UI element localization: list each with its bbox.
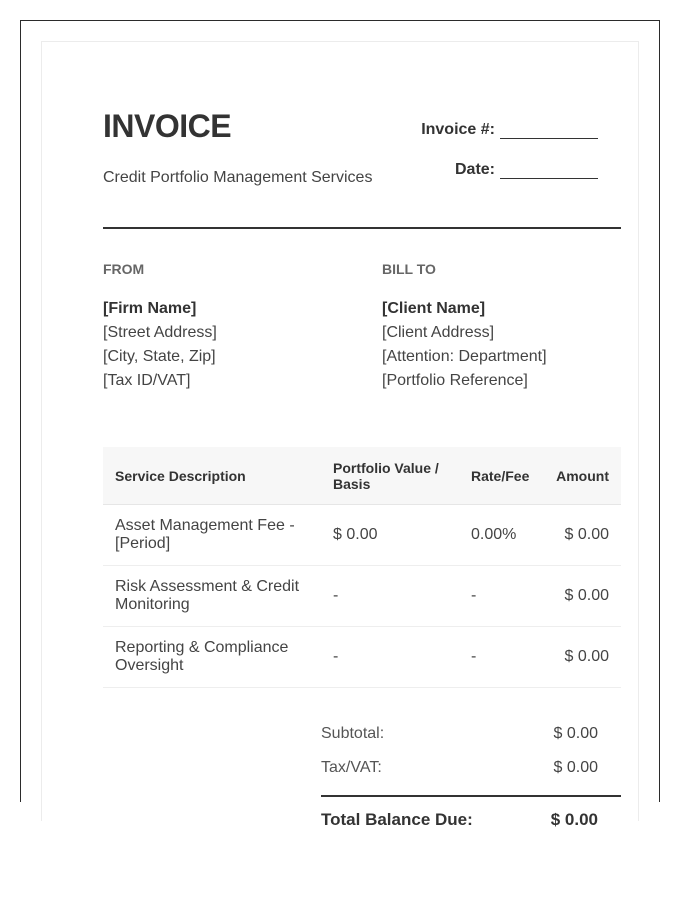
client-portfolio-ref: [Portfolio Reference]: [382, 372, 528, 389]
column-header-portfolio-value: Portfolio Value / Basis: [321, 447, 459, 505]
date-field: [455, 161, 598, 179]
subtotal-label: Subtotal:: [321, 725, 385, 742]
invoice-title: INVOICE: [103, 108, 232, 144]
column-header-amount: Amount: [543, 447, 621, 505]
firm-city: [City, State, Zip]: [103, 348, 216, 365]
cell-description: Risk Assessment & Credit Monitoring: [103, 566, 321, 627]
totals-divider: [321, 795, 621, 797]
cell-portfolio-value: -: [321, 627, 459, 688]
invoice-number-blank: [500, 124, 598, 139]
table-header-row: [103, 447, 621, 505]
cell-amount: $ 0.00: [543, 627, 621, 688]
firm-tax-id: [Tax ID/VAT]: [103, 372, 191, 389]
from-address-block: [103, 297, 217, 393]
date-label: Date:: [454, 161, 495, 178]
invoice-subtitle: Credit Portfolio Management Services: [103, 169, 373, 186]
cell-portfolio-value: $ 0.00: [321, 505, 459, 566]
tax-label: Tax/VAT:: [321, 759, 382, 776]
cell-description: Reporting & Compliance Oversight: [103, 627, 321, 688]
invoice-sheet: [41, 41, 639, 829]
cell-portfolio-value: -: [321, 566, 459, 627]
date-blank: [500, 164, 598, 179]
cell-rate-fee: -: [459, 627, 543, 688]
subtotal-value: $ 0.00: [553, 725, 598, 742]
cell-rate-fee: 0.00%: [459, 505, 543, 566]
client-address: [Client Address]: [382, 324, 495, 341]
total-due-value: $ 0.00: [550, 810, 598, 829]
firm-street: [Street Address]: [103, 324, 217, 341]
table-row: [103, 505, 621, 566]
client-name: [Client Name]: [382, 300, 486, 317]
table-row: [103, 627, 621, 688]
column-header-rate-fee: Rate/Fee: [459, 447, 543, 505]
total-due-label: Total Balance Due:: [321, 810, 473, 829]
services-table: [103, 447, 621, 688]
from-label: FROM: [103, 261, 145, 277]
table-row: [103, 566, 621, 627]
cell-description: Asset Management Fee - [Period]: [103, 505, 321, 566]
client-attention: [Attention: Department]: [382, 348, 547, 365]
tax-value: $ 0.00: [553, 759, 598, 776]
column-header-description: Service Description: [103, 447, 321, 505]
page-frame: [20, 20, 660, 829]
firm-name: [Firm Name]: [103, 300, 197, 317]
cell-amount: $ 0.00: [543, 566, 621, 627]
cell-amount: $ 0.00: [543, 505, 621, 566]
header-divider: [103, 227, 621, 229]
cell-rate-fee: -: [459, 566, 543, 627]
invoice-number-label: Invoice #:: [421, 121, 495, 138]
bill-to-label: BILL TO: [382, 261, 436, 277]
invoice-number-field: [421, 121, 598, 139]
bill-to-address-block: [382, 297, 547, 393]
